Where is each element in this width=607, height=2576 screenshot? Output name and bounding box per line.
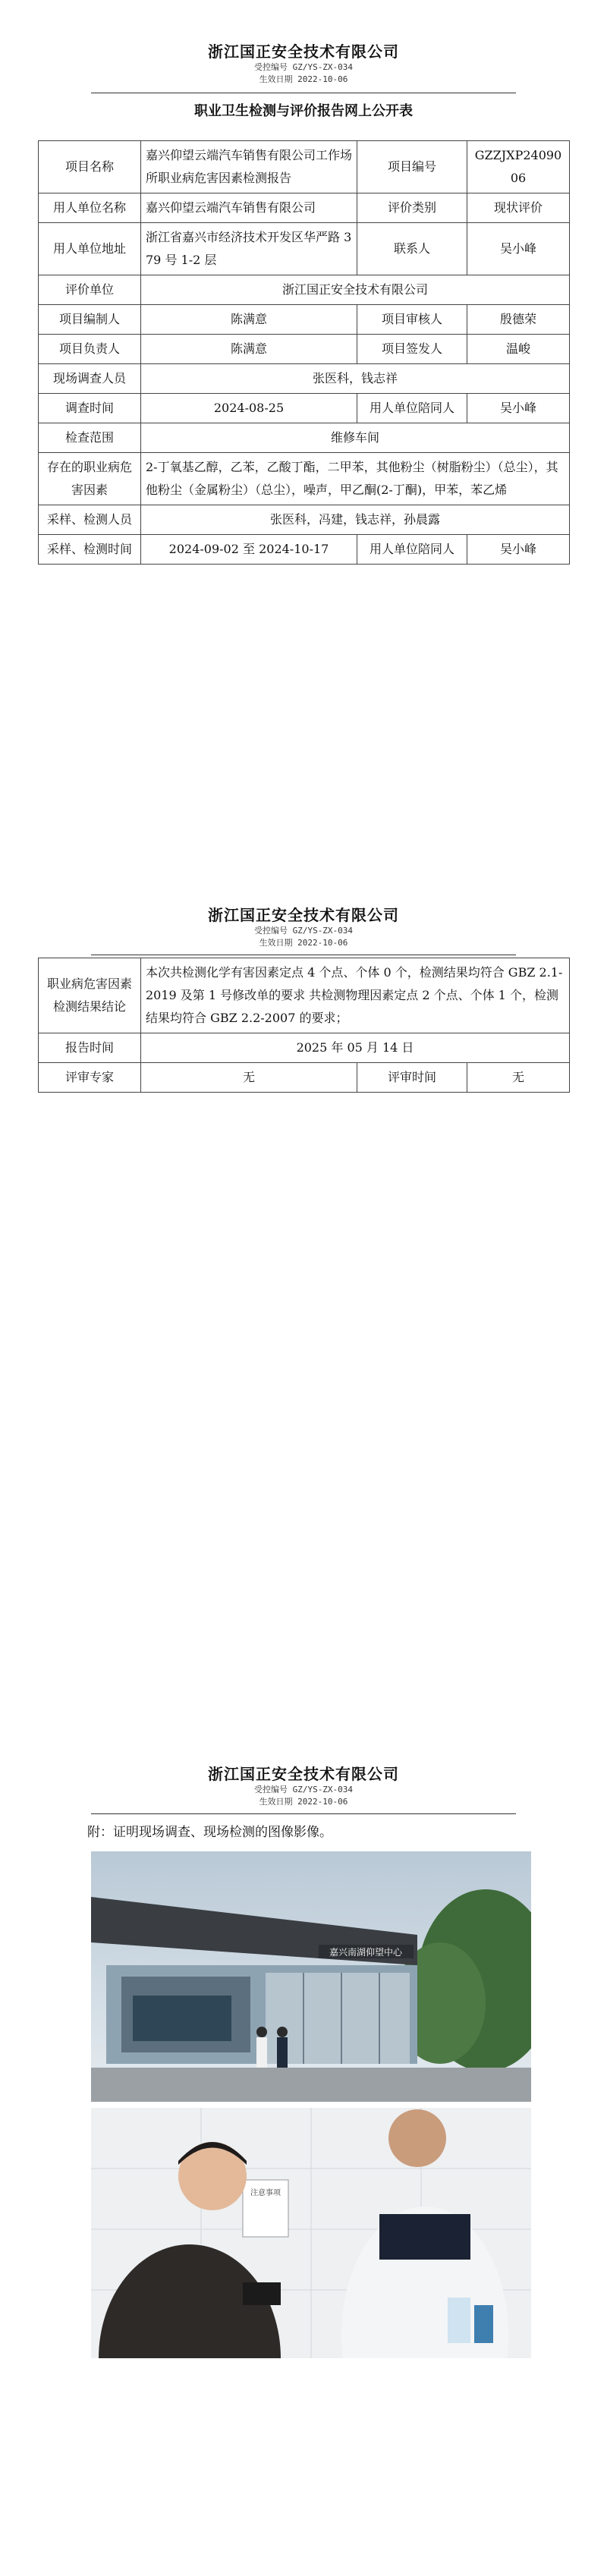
control-number: 受控编号 GZ/YS-ZX-034 (253, 62, 354, 72)
report-time-value: 2025 年 05 月 14 日 (141, 1033, 570, 1063)
eval-type-value: 现状评价 (467, 193, 570, 223)
project-name-label: 项目名称 (39, 141, 141, 193)
table-row (39, 305, 570, 335)
sample-time-value: 2024-09-02 至 2024-10-17 (141, 535, 357, 565)
table-row (39, 394, 570, 423)
page-header (0, 39, 607, 86)
table-row (39, 141, 570, 193)
site-photo-inspection (91, 2108, 531, 2358)
leader-value: 陈满意 (141, 335, 357, 364)
showroom-illustration (91, 1851, 531, 2102)
report-time-label: 报告时间 (39, 1033, 141, 1063)
control-number: 受控编号 GZ/YS-ZX-034 (253, 926, 354, 936)
hazards-label: 存在的职业病危害因素 (39, 453, 141, 505)
review-time-value: 无 (467, 1063, 570, 1093)
company-name: 浙江国正安全技术有限公司 (208, 1765, 399, 1783)
disclosure-table (38, 140, 570, 565)
effective-date: 生效日期 2022-10-06 (259, 938, 348, 948)
surveyors-label: 现场调查人员 (39, 364, 141, 394)
table-row (39, 958, 570, 1033)
project-no-label: 项目编号 (357, 141, 467, 193)
issuer-value: 温峻 (467, 335, 570, 364)
eval-type-label: 评价类别 (357, 193, 467, 223)
project-name-value: 嘉兴仰望云端汽车销售有限公司工作场所职业病危害因素检测报告 (141, 141, 357, 193)
attachment-label: 附：证明现场调查、现场检测的图像影像。 (87, 1825, 332, 1840)
site-photo-exterior (91, 1851, 531, 2102)
review-time-label: 评审时间 (357, 1063, 467, 1093)
table-row (39, 223, 570, 275)
results-table (38, 958, 570, 1093)
table-row (39, 193, 570, 223)
hazards-value: 2-丁氧基乙醇，乙苯，乙酸丁酯，二甲苯，其他粉尘（树脂粉尘）（总尘），其他粉尘（金属粉尘）（总尘），噪声，甲乙酮(2-丁酮)，甲苯，苯乙烯 (141, 453, 570, 505)
escort-value: 吴小峰 (467, 535, 570, 565)
control-number: 受控编号 GZ/YS-ZX-034 (253, 1785, 354, 1794)
experts-value: 无 (141, 1063, 357, 1093)
page-header (0, 903, 607, 949)
notice-sign: 注意事项 (250, 2189, 281, 2197)
survey-time-value: 2024-08-25 (141, 394, 357, 423)
company-name: 浙江国正安全技术有限公司 (208, 906, 399, 924)
compiler-value: 陈满意 (141, 305, 357, 335)
eval-unit-value: 浙江国正安全技术有限公司 (141, 275, 570, 305)
inspection-illustration (91, 2108, 531, 2358)
scope-label: 检查范围 (39, 423, 141, 453)
survey-time-label: 调查时间 (39, 394, 141, 423)
company-name: 浙江国正安全技术有限公司 (208, 42, 399, 61)
table-row (39, 275, 570, 305)
escort-label: 用人单位陪同人 (357, 535, 467, 565)
escort-value: 吴小峰 (467, 394, 570, 423)
employer-address-value: 浙江省嘉兴市经济技术开发区华严路 379 号 1-2 层 (141, 223, 357, 275)
showroom-sign: 嘉兴南湖仰望中心 (329, 1947, 403, 1958)
sample-time-label: 采样、检测时间 (39, 535, 141, 565)
table-row (39, 364, 570, 394)
table-row (39, 1063, 570, 1093)
scope-value: 维修车间 (141, 423, 570, 453)
effective-date: 生效日期 2022-10-06 (259, 74, 348, 84)
table-row (39, 505, 570, 535)
employer-address-label: 用人单位地址 (39, 223, 141, 275)
contact-label: 联系人 (357, 223, 467, 275)
leader-label: 项目负责人 (39, 335, 141, 364)
reviewer-value: 殷德荣 (467, 305, 570, 335)
page-title: 职业卫生检测与评价报告网上公开表 (194, 103, 413, 119)
table-row (39, 423, 570, 453)
effective-date: 生效日期 2022-10-06 (259, 1797, 348, 1807)
employer-name-label: 用人单位名称 (39, 193, 141, 223)
reviewer-label: 项目审核人 (357, 305, 467, 335)
result-value: 本次共检测化学有害因素定点 4 个点、个体 0 个，检测结果均符合 GBZ 2.1-2019 及第 1 号修改单的要求 共检测物理因素定点 2 个点、个体 1 个，检测结果均符合 GBZ 2.2-2007 的要求； (141, 958, 570, 1033)
escort-label: 用人单位陪同人 (357, 394, 467, 423)
samplers-label: 采样、检测人员 (39, 505, 141, 535)
eval-unit-label: 评价单位 (39, 275, 141, 305)
result-label: 职业病危害因素检测结果结论 (39, 958, 141, 1033)
surveyors-value: 张医科，钱志祥 (141, 364, 570, 394)
table-row (39, 535, 570, 565)
table-row (39, 335, 570, 364)
compiler-label: 项目编制人 (39, 305, 141, 335)
samplers-value: 张医科，冯建，钱志祥，孙晨露 (141, 505, 570, 535)
table-row (39, 1033, 570, 1063)
header-rule (91, 1813, 516, 1814)
contact-value: 吴小峰 (467, 223, 570, 275)
issuer-label: 项目签发人 (357, 335, 467, 364)
project-no-value: GZZJXP2409006 (467, 141, 570, 193)
employer-name-value: 嘉兴仰望云端汽车销售有限公司 (141, 193, 357, 223)
page-header (0, 1762, 607, 1808)
table-row (39, 453, 570, 505)
experts-label: 评审专家 (39, 1063, 141, 1093)
